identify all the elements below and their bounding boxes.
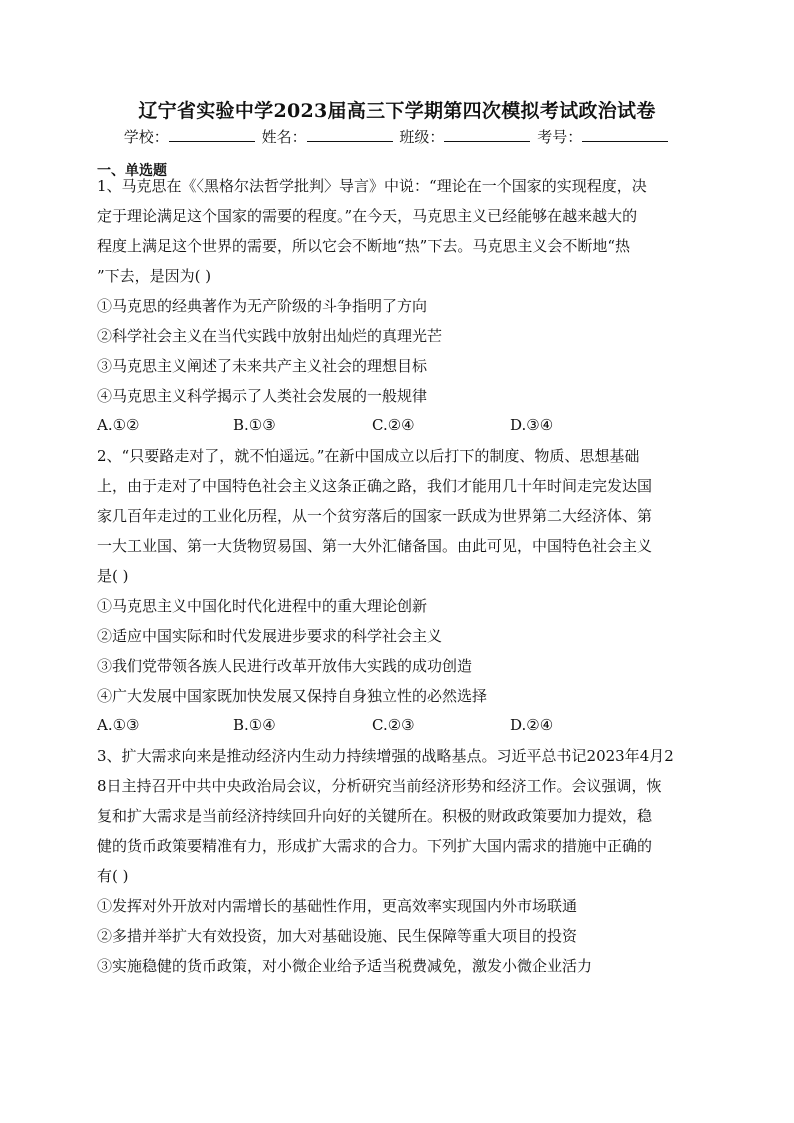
question-2-line: 2、“只要路走对了，就不怕遥远。”在新中国成立以后打下的制度、物质、思想基础 [97,447,640,465]
question-1-statement: ④马克思主义科学揭示了人类社会发展的一般规律 [97,387,428,405]
question-2-line: 上，由于走对了中国特色社会主义这条正确之路，我们才能用几十年时间走完发达国 [97,477,653,495]
name-label: 姓名： [261,128,307,146]
question-1-line: 1、马克思在《〈黑格尔法哲学批判〉导言》中说：“理论在一个国家的实现程度，决 [97,177,647,195]
option-a[interactable]: A.①② [97,416,140,434]
question-3-statement: ③实施稳健的货币政策，对小微企业给予适当税费减免，激发小微企业活力 [97,957,593,975]
exam-title: 辽宁省实验中学2023届高三下学期第四次模拟考试政治试卷 [138,100,656,122]
question-2-statement: ④广大发展中国家既加快发展又保持自身独立性的必然选择 [97,687,488,705]
option-d[interactable]: D.③④ [510,416,554,434]
question-1-line: 定于理论满足这个国家的需要的程度。”在今天，马克思主义已经能够在越来越大的 [97,207,638,225]
question-3-statement: ②多措并举扩大有效投资，加大对基础设施、民生保障等重大项目的投资 [97,927,578,945]
school-blank[interactable] [169,127,255,142]
question-1-statement: ③马克思主义阐述了未来共产主义社会的理想目标 [97,357,428,375]
question-3-line: 8日主持召开中共中央政治局会议，分析研究当前经济形势和经济工作。会议强调，恢 [97,777,662,795]
option-a[interactable]: A.①③ [97,716,140,734]
class-label: 班级： [399,128,445,146]
question-2-line: 家几百年走过的工业化历程，从一个贫穷落后的国家一跃成为世界第二大经济体、第 [97,507,653,525]
question-3-line: 健的货币政策要精准有力，形成扩大需求的合力。下列扩大国内需求的措施中正确的 [97,837,653,855]
school-label: 学校： [123,128,169,146]
question-3-line: 复和扩大需求是当前经济持续回升向好的关键所在。积极的财政政策要加力提效，稳 [97,807,653,825]
question-1-statement: ②科学社会主义在当代实践中放射出灿烂的真理光芒 [97,327,443,345]
question-2-statement: ①马克思主义中国化时代化进程中的重大理论创新 [97,597,428,615]
section-heading: 一、单选题 [97,163,167,179]
option-c[interactable]: C.②④ [372,416,415,434]
option-b[interactable]: B.①④ [233,716,276,734]
question-2-line: 是( ) [97,567,129,585]
option-b[interactable]: B.①③ [233,416,276,434]
class-blank[interactable] [444,127,530,142]
question-1-line: ”下去，是因为( ) [97,267,212,285]
question-1-statement: ①马克思的经典著作为无产阶级的斗争指明了方向 [97,297,428,315]
question-2-line: 一大工业国、第一大货物贸易国、第一大外汇储备国。由此可见，中国特色社会主义 [97,537,653,555]
name-blank[interactable] [307,127,393,142]
question-2-statement: ③我们党带领各族人民进行改革开放伟大实践的成功创造 [97,657,473,675]
exam-number-blank[interactable] [582,127,668,142]
question-3-line: 有( ) [97,867,129,885]
question-1-line: 程度上满足这个世界的需要，所以它会不断地“热”下去。马克思主义会不断地“热 [97,237,631,255]
option-d[interactable]: D.②④ [510,716,554,734]
exam-number-label: 考号： [537,128,583,146]
question-3-line: 3、扩大需求向来是推动经济内生动力持续增强的战略基点。习近平总书记2023年4月2 [97,747,674,765]
question-3-statement: ①发挥对外开放对内需增长的基础性作用，更高效率实现国内外市场联通 [97,897,578,915]
option-c[interactable]: C.②③ [372,716,415,734]
question-2-statement: ②适应中国实际和时代发展进步要求的科学社会主义 [97,627,443,645]
student-info-row [0,126,794,147]
